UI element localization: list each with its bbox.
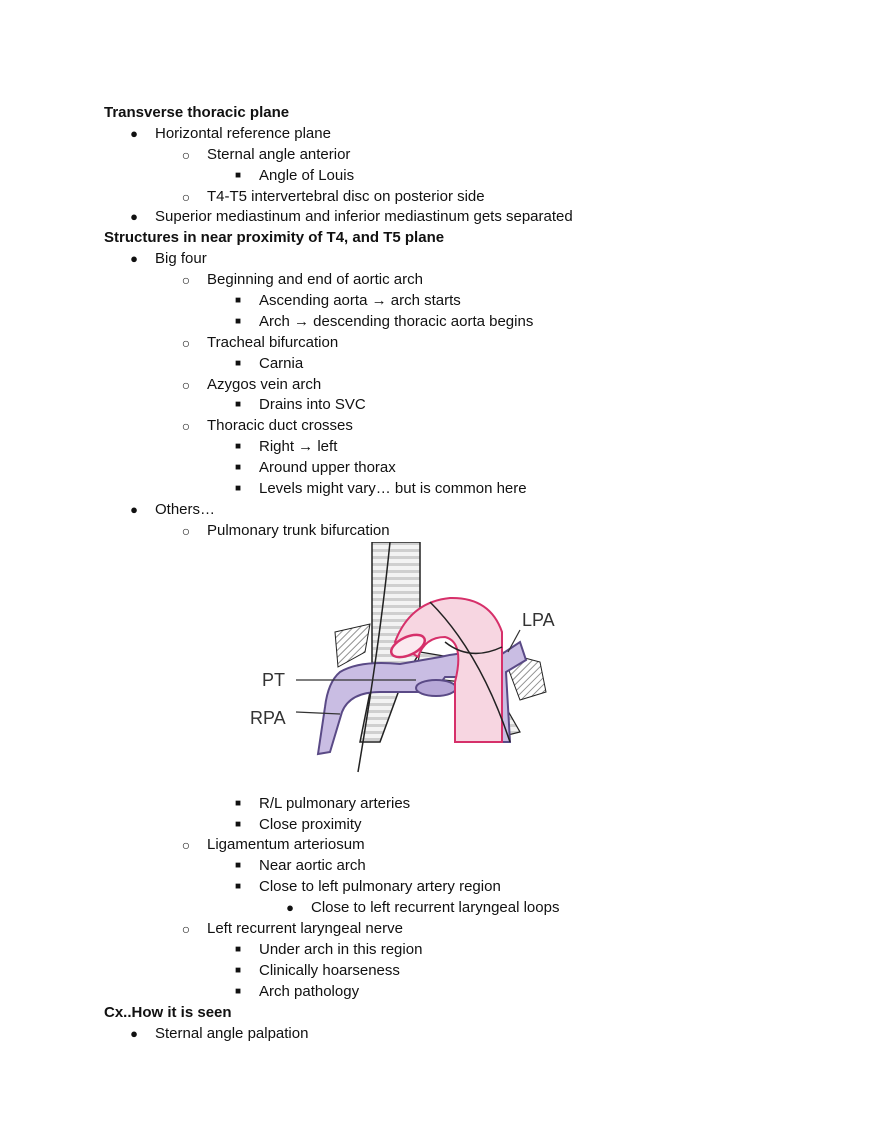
- list-item-level-3: [0, 856, 880, 877]
- list-item-level-3: [0, 166, 880, 187]
- bullet-icon: ■: [234, 315, 242, 327]
- pulmonary-trunk-diagram: [240, 542, 570, 794]
- list-item-level-1: [0, 249, 880, 270]
- bullet-icon: ●: [286, 900, 294, 916]
- list-item-text: Close proximity: [259, 815, 362, 833]
- bullet-icon: ●: [130, 251, 138, 267]
- list-item-text: Pulmonary trunk bifurcation: [207, 521, 390, 539]
- bullet-icon: ●: [130, 125, 138, 141]
- list-item-text: Drains into SVC: [259, 396, 366, 414]
- bullet-icon: ●: [130, 1025, 138, 1041]
- bullet-icon: ■: [234, 295, 242, 307]
- list-item-level-3: [0, 877, 880, 898]
- list-item-text: Horizontal reference plane: [155, 124, 331, 142]
- section-heading: Cx..How it is seen: [104, 1003, 232, 1021]
- list-item-level-3: [0, 354, 880, 375]
- list-item-level-2: [0, 187, 880, 208]
- list-item-text: Superior mediastinum and inferior mediastinum gets separated: [155, 208, 573, 226]
- bullet-icon: ■: [234, 860, 242, 872]
- list-item-text: Ligamentum arteriosum: [207, 836, 365, 854]
- list-item-text: Angle of Louis: [259, 166, 355, 184]
- bullet-icon: ■: [234, 881, 242, 893]
- list-item-text: Around upper thorax: [259, 459, 396, 477]
- list-item-level-3: [0, 940, 880, 961]
- bullet-icon: ●: [130, 501, 138, 517]
- pulmonary-trunk-opening: [416, 680, 456, 696]
- list-item-level-2: [0, 521, 880, 542]
- bullet-icon: ○: [181, 837, 191, 854]
- bullet-icon: ○: [181, 146, 191, 163]
- list-item-text: R/L pulmonary arteries: [259, 794, 411, 812]
- list-item-level-4: [0, 898, 880, 919]
- pt-label: PT: [262, 669, 286, 690]
- bullet-icon: ○: [181, 188, 191, 205]
- list-item-level-1: [0, 124, 880, 145]
- list-item-text: Near aortic arch: [259, 857, 366, 875]
- bullet-icon: ○: [181, 334, 191, 351]
- bullet-icon: ■: [234, 943, 242, 955]
- list-item-level-3: [0, 961, 880, 982]
- section-heading: Transverse thoracic plane: [104, 104, 290, 121]
- bullet-icon: ○: [181, 418, 191, 435]
- bullet-icon: ■: [234, 357, 242, 369]
- bullet-icon: ■: [234, 818, 242, 830]
- list-item-level-2: [0, 270, 880, 291]
- bullet-icon: ○: [181, 522, 191, 539]
- list-item-text: Beginning and end of aortic arch: [207, 271, 423, 289]
- bullet-icon: ○: [181, 376, 191, 393]
- pulmonary-trunk-figure: [0, 542, 880, 794]
- list-item-level-2: [0, 919, 880, 940]
- list-item-level-3: [0, 794, 880, 815]
- list-item-level-3: [0, 458, 880, 479]
- list-item-text: Right → left: [259, 438, 338, 456]
- list-item-level-1: [0, 207, 880, 228]
- bullet-icon: ■: [234, 483, 242, 495]
- list-item-text: Close to left pulmonary artery region: [259, 878, 501, 896]
- list-item-level-2: [0, 145, 880, 166]
- list-item-level-2: [0, 375, 880, 396]
- bullet-icon: ■: [234, 399, 242, 411]
- list-item-text: Close to left recurrent laryngeal loops: [311, 899, 560, 917]
- list-item-text: Levels might vary… but is common here: [259, 480, 527, 498]
- list-item-level-2: [0, 835, 880, 856]
- list-item-text: Sternal angle palpation: [155, 1024, 309, 1042]
- list-item-text: Under arch in this region: [259, 940, 423, 958]
- list-item-text: Tracheal bifurcation: [207, 333, 339, 351]
- list-item-level-2: [0, 416, 880, 437]
- rpa-label: RPA: [250, 707, 286, 728]
- list-item-text: Azygos vein arch: [207, 375, 322, 393]
- bullet-icon: ○: [181, 272, 191, 289]
- list-item-level-2: [0, 333, 880, 354]
- list-item-text: T4-T5 intervertebral disc on posterior side: [207, 187, 485, 205]
- list-item-text: Arch → descending thoracic aorta begins: [259, 312, 534, 330]
- bullet-icon: ■: [234, 441, 242, 453]
- list-item-text: Left recurrent laryngeal nerve: [207, 920, 403, 938]
- list-item-level-3: [0, 291, 880, 312]
- list-item-level-1: [0, 500, 880, 521]
- list-item-level-3: [0, 437, 880, 458]
- list-item-level-3: [0, 312, 880, 333]
- list-item-text: Arch pathology: [259, 982, 360, 1000]
- list-item-level-1: [0, 1024, 880, 1045]
- list-item-text: Carnia: [259, 354, 304, 372]
- list-item-level-3: [0, 815, 880, 836]
- document-body: [0, 103, 880, 1044]
- list-item-level-3: [0, 479, 880, 500]
- list-item-text: Big four: [155, 250, 207, 268]
- list-item-text: Ascending aorta → arch starts: [259, 292, 461, 310]
- list-item-text: Sternal angle anterior: [207, 145, 351, 163]
- lpa-label: LPA: [522, 609, 555, 630]
- list-item-text: Clinically hoarseness: [259, 961, 400, 979]
- list-item-text: Thoracic duct crosses: [207, 417, 353, 435]
- bullet-icon: ■: [234, 964, 242, 976]
- bullet-icon: ■: [234, 169, 242, 181]
- bullet-icon: ■: [234, 985, 242, 997]
- bullet-icon: ■: [234, 462, 242, 474]
- list-item-text: Others…: [155, 500, 216, 518]
- list-item-level-3: [0, 395, 880, 416]
- section-heading: Structures in near proximity of T4, and T5 plane: [104, 229, 445, 247]
- bullet-icon: ○: [181, 921, 191, 938]
- right-hilum-hatch: [335, 624, 370, 667]
- bullet-icon: ●: [130, 209, 138, 225]
- list-item-level-3: [0, 982, 880, 1003]
- bullet-icon: ■: [234, 797, 242, 809]
